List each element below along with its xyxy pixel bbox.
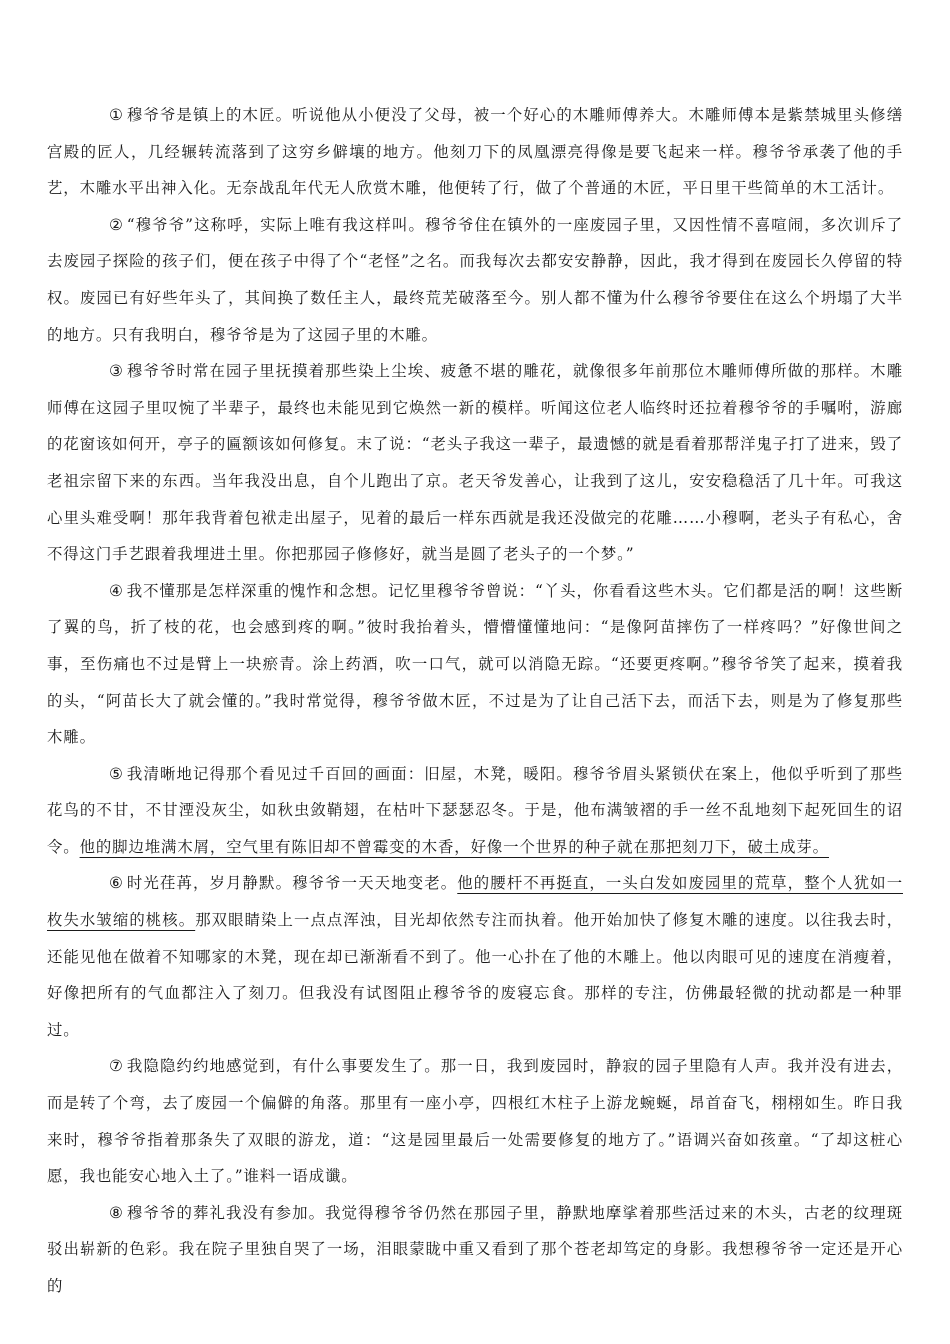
paragraph-text: 我清晰地记得那个看见过千百回的画面：旧屋，木凳，暖阳。穆爷爷眉头紧锁伏在案上，他似乎听到了那些花鸟的不甘，不甘湮没灰尘，如秋虫敛鞘翅，在枯叶下瑟瑟忍冬。于是，他布满皱褶的手一丝不乱地刻下起死回生的诏令。: [47, 764, 903, 856]
paragraph-7: [47, 1048, 903, 1194]
paragraph-number: ③: [109, 362, 124, 381]
paragraph-8: [47, 1195, 903, 1305]
paragraph-1: [47, 97, 903, 207]
paragraph-text: 我隐隐约约地感觉到，有什么事要发生了。那一日，我到废园时，静寂的园子里隐有人声。我并没有进去，而是转了个弯，去了废园一个偏僻的角落。那里有一座小亭，四根红木柱子上游龙蜿蜒，昂首奋飞，栩栩如生。昨日我来时，穆爷爷指着那条失了双眼的游龙，道：“这是园里最后一处需要修复的地方了。”语调兴奋如孩童。“了却这桩心愿，我也能安心地入土了。”谁料一语成谶。: [47, 1057, 903, 1186]
underlined-sentence: 他的腰杆不再挺直，一头白发如废园里的荒草，整个人犹如一枚失水皱缩的桃核。: [47, 874, 903, 930]
paragraph-text: “穆爷爷”这称呼，实际上唯有我这样叫。穆爷爷住在镇外的一座废园子里，又因性情不喜喧闹，多次训斥了去废园子探险的孩子们，便在孩子中得了个“老怪”之名。而我每次去都安安静静，因此，我才得到在废园长久停留的特权。废园已有好些年头了，其间换了数任主人，最终荒芜破落至今。别人都不懂为什么穆爷爷要住在这么个坍塌了大半的地方。只有我明白，穆爷爷是为了这园子里的木雕。: [47, 215, 903, 344]
paragraph-text: 穆爷爷的葬礼我没有参加。我觉得穆爷爷仍然在那园子里，静默地摩挲着那些活过来的木头，古老的纹理斑驳出崭新的色彩。我在院子里独自哭了一场，泪眼蒙眬中重又看到了那个苍老却笃定的身影。我想穆爷爷一定还是开心的: [47, 1203, 903, 1295]
paragraph-number: ⑤: [109, 764, 124, 783]
paragraph-text: 我不懂那是怎样深重的愧怍和念想。记忆里穆爷爷曾说：“丫头，你看看这些木头。它们都是活的啊！这些断了翼的鸟，折了枝的花，也会感到疼的啊。”彼时我抬着头，懵懵懂懂地问：“是像阿苗摔伤了一样疼吗？”好像世间之事，至伤痛也不过是臂上一块瘀青。涂上药酒，吹一口气，就可以消隐无踪。“还要更疼啊。”穆爷爷笑了起来，摸着我的头，“阿苗长大了就会懂的。”我时常觉得，穆爷爷做木匠，不过是为了让自己活下去，而活下去，则是为了修复那些木雕。: [47, 581, 903, 747]
paragraph-2: [47, 207, 903, 353]
paragraph-text: 穆爷爷是镇上的木匠。听说他从小便没了父母，被一个好心的木雕师傅养大。木雕师傅本是紫禁城里头修缮宫殿的匠人，几经辗转流落到了这穷乡僻壤的地方。他刻刀下的凤凰漂亮得像是要飞起来一样。穆爷爷承袭了他的手艺，木雕水平出神入化。无奈战乱年代无人欣赏木雕，他便转了行，做了个普通的木匠，平日里干些简单的木工活计。: [47, 106, 903, 198]
paragraph-3: [47, 353, 903, 573]
paragraph-text: 那双眼睛染上一点点浑浊，目光却依然专注而执着。他开始加快了修复木雕的速度。以往我去时，还能见他在做着不知哪家的木凳，现在却已渐渐看不到了。他一心扑在了他的木雕上。他以肉眼可见的速度在消瘦着，好像把所有的气血都注入了刻刀。但我没有试图阻止穆爷爷的废寝忘食。那样的专注，仿佛最轻微的扰动都是一种罪过。: [47, 911, 903, 1039]
paragraph-4: [47, 573, 903, 756]
paragraph-number: ⑧: [109, 1203, 124, 1222]
paragraph-5: [47, 756, 903, 866]
paragraph-text: 穆爷爷时常在园子里抚摸着那些染上尘埃、疲惫不堪的雕花，就像很多年前那位木雕师傅所做的那样。木雕师傅在这园子里叹惋了半辈子，最终也未能见到它焕然一新的模样。听闻这位老人临终时还拉着穆爷爷的手嘱咐，游廊的花窗该如何开，亭子的匾额该如何修复。末了说：“老头子我这一辈子，最遗憾的就是看着那帮洋鬼子打了进来，毁了老祖宗留下来的东西。当年我没出息，自个儿跑出了京。老天爷发善心，让我到了这儿，安安稳稳活了几十年。可我这心里头难受啊！那年我背着包袱走出屋子，见着的最后一样东西就是我还没做完的花雕……小穆啊，老头子有私心，舍不得这门手艺跟着我埋进土里。你把那园子修修好，就当是圆了老头子的一个梦。”: [47, 362, 903, 564]
paragraph-number: ④: [109, 581, 124, 600]
underlined-sentence: 他的脚边堆满木屑，空气里有陈旧却不曾霉变的木香，好像一个世界的种子就在那把刻刀下，破土成芽。: [79, 837, 829, 856]
paragraph-number: ⑥: [109, 874, 124, 893]
paragraph-text: 时光荏苒，岁月静默。穆爷爷一天天地变老。: [126, 874, 458, 893]
paragraph-number: ⑦: [109, 1057, 124, 1076]
paragraph-number: ②: [109, 215, 124, 234]
paragraph-number: ①: [109, 106, 124, 124]
paragraph-6: [47, 865, 903, 1048]
